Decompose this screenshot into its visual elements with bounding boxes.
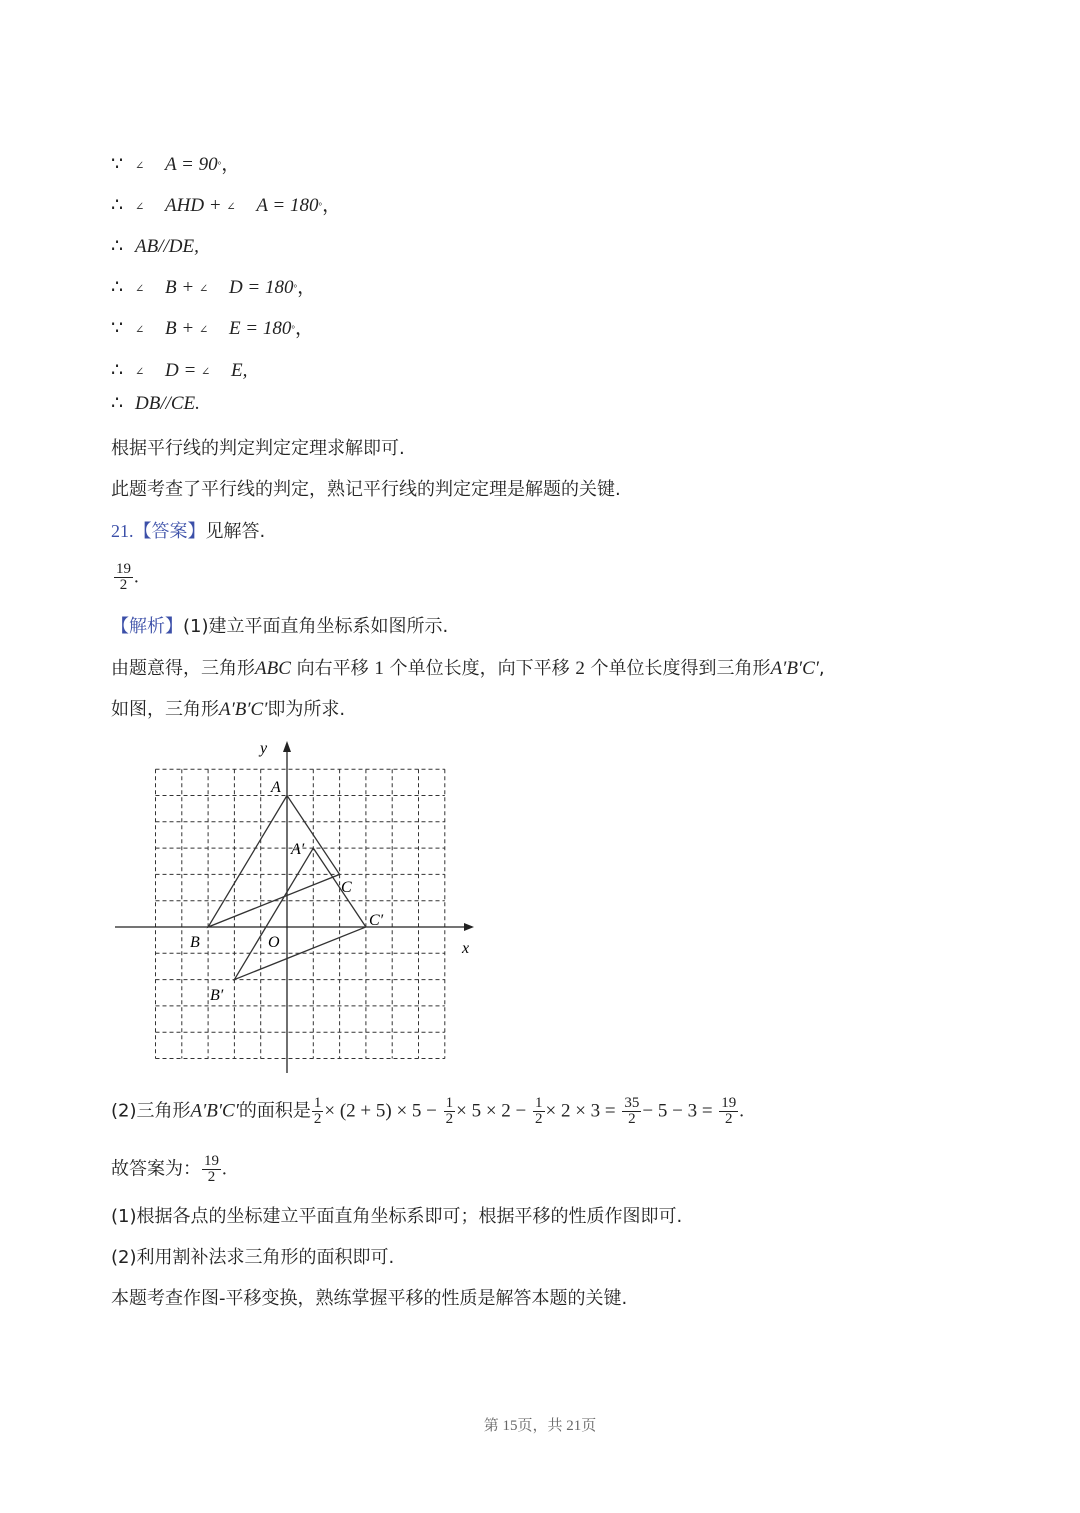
q21-explain-1: (1)根据各点的坐标建立平面直角坐标系即可；根据平移的性质作图即可. <box>111 1206 683 1227</box>
q21-figure-caption: 如图，三角形A′B′C′即为所求. <box>111 699 346 720</box>
q21-analysis-line: 【解析】(1)建立平面直角坐标系如图所示. <box>111 616 449 637</box>
page-footer: 第 15页，共 21页 <box>483 1418 597 1434</box>
q21-final-answer: 故答案为： $\frac{19}{2}$ . <box>111 1153 227 1185</box>
proof-line: ∴ ∠ B + ∠ D = 180°， <box>111 277 317 298</box>
q21-answer-fraction: $\frac{19}{2}$ . <box>116 561 139 593</box>
label-B: B <box>190 934 200 951</box>
proof-line: ∵ ∠ B + ∠ E = 180°， <box>111 318 314 339</box>
dashed-grid <box>156 769 445 1058</box>
question-number: 21. <box>111 521 134 541</box>
label-C: C <box>341 879 352 896</box>
x-axis-label: x <box>462 940 470 957</box>
label-B-prime: B′ <box>210 987 224 1004</box>
triangle-A-prime-B-prime-C-prime <box>234 848 366 980</box>
q21-comment: 本题考查作图-平移变换，熟练掌握平移的性质是解答本题的关键. <box>111 1288 628 1309</box>
origin-label: O <box>268 934 280 951</box>
answer-tag: 【答案】 <box>133 521 206 542</box>
proof-line: ∴ AB//DE, <box>111 236 199 257</box>
analysis-text: 根据平行线的判定判定定理求解即可. <box>111 438 405 459</box>
triangle-ABC <box>208 796 340 928</box>
label-A: A <box>271 779 281 796</box>
q21-translation-line: 由题意得，三角形ABC 向右平移 1 个单位长度，向下平移 2 个单位长度得到三角形A′B′C′, <box>111 658 825 679</box>
label-A-prime: A′ <box>291 841 305 858</box>
q21-explain-2: (2)利用割补法求三角形的面积即可. <box>111 1247 395 1268</box>
proof-line: ∵ ∠ A = 90°， <box>111 154 241 175</box>
proof-line: ∴ ∠ D = ∠ E, <box>111 360 248 381</box>
q21-area-line: (2)三角形A′B′C′的面积是 $\frac{1}{2}$ × (2 + 5) × 5 − $\frac{1}{2}$ × 5 × 2 − $\frac{1}{2}$ × 2 × 3 = $\frac{35}{2}$ − 5 − 3 = $\frac{19}{2}$ . <box>111 1095 745 1127</box>
proof-line: ∴ ∠ AHD + ∠ A = 180°， <box>111 195 342 216</box>
coordinate-figure <box>110 735 480 1080</box>
x-axis-arrow <box>464 923 474 931</box>
y-axis-label: y <box>260 740 268 757</box>
proof-line: ∴ DB//CE. <box>111 393 200 414</box>
label-C-prime: C′ <box>369 912 384 929</box>
axes <box>115 740 474 1073</box>
comment-text: 此题考查了平行线的判定，熟记平行线的判定定理是解题的关键. <box>111 479 621 500</box>
q21-answer-line: 21.【答案】见解答. <box>111 521 266 542</box>
y-axis-arrow <box>283 741 291 752</box>
analysis-tag: 【解析】 <box>111 616 183 637</box>
